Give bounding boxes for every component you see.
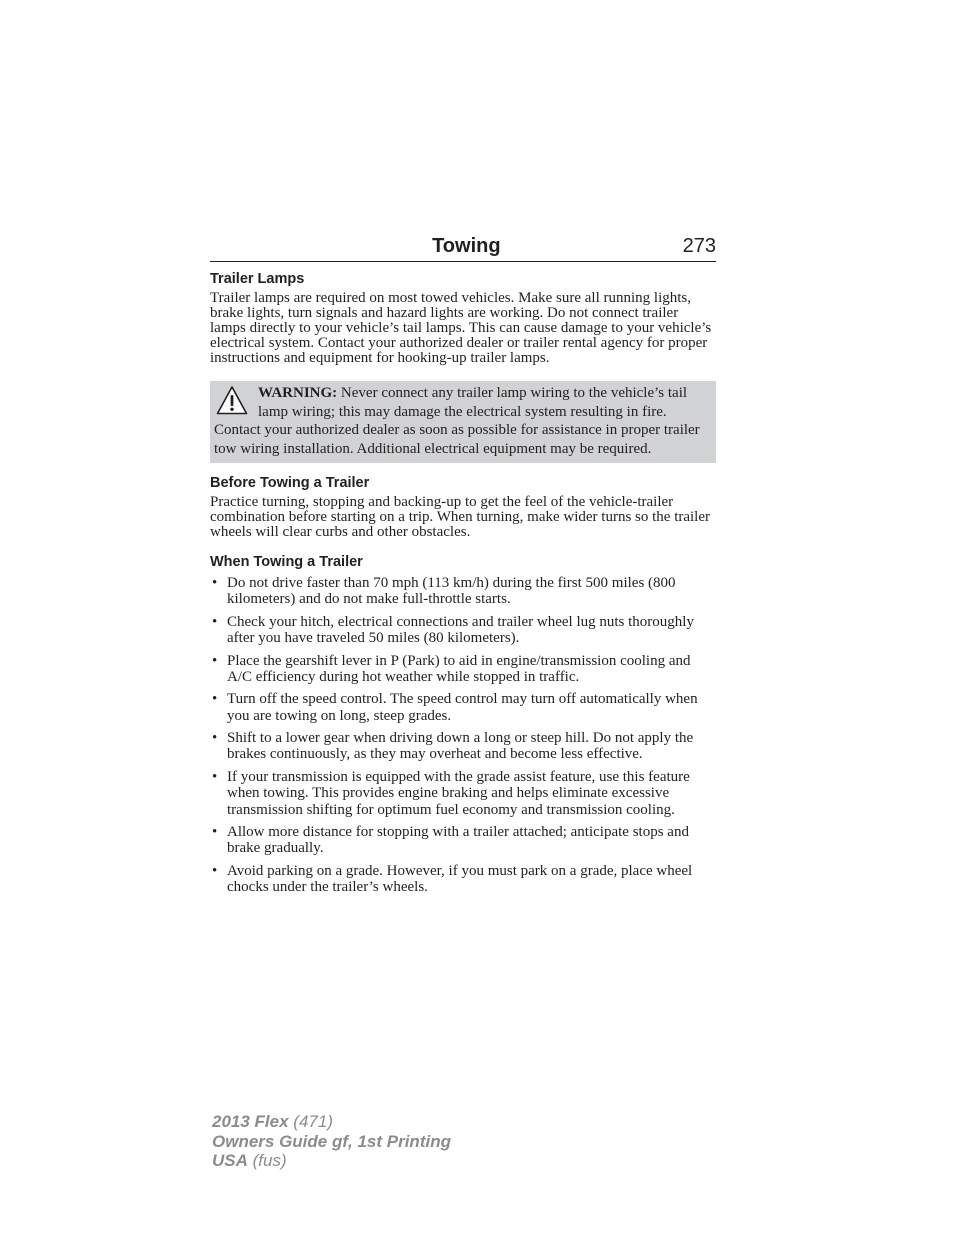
list-item: • Place the gearshift lever in P (Park) to aid in engine/transmission cooling and A/C efficiency during hot weather while stopped in traffic. bbox=[212, 652, 691, 685]
bullet-icon: • bbox=[212, 823, 218, 840]
section-heading-when-towing: When Towing a Trailer bbox=[210, 554, 363, 570]
page-number: 273 bbox=[682, 235, 716, 257]
bullet-icon: • bbox=[212, 862, 218, 879]
bullet-icon: • bbox=[212, 652, 218, 669]
chapter-title: Towing bbox=[432, 235, 501, 257]
warning-box bbox=[210, 381, 716, 463]
list-item: • Allow more distance for stopping with a trailer attached; anticipate stops and brake gradually. bbox=[212, 823, 689, 857]
warning-text bbox=[214, 384, 708, 458]
footer-line-region: USA (fus) bbox=[212, 1151, 287, 1170]
towing-tips-list bbox=[210, 575, 716, 895]
warning-body: Never connect any trailer lamp wiring to the vehicle’s tail lamp wiring; this may damage the electrical system resulting in fire. Contact your authorized dealer as soon as possible for assistance in proper trailer tow wiring installation. Additional electrical equipment may be required. bbox=[214, 385, 700, 457]
footer-line-model: 2013 Flex (471) bbox=[212, 1112, 333, 1131]
bullet-icon: • bbox=[212, 575, 218, 591]
section-heading-trailer-lamps: Trailer Lamps bbox=[210, 271, 305, 287]
paragraph-before-towing: Practice turning, stopping and backing-up to get the feel of the vehicle-trailer combination before starting on a trip. When turning, make wider turns so the trailer wheels will clear curbs and other obstacles. bbox=[210, 494, 711, 540]
list-item: • Avoid parking on a grade. However, if you must park on a grade, place wheel chocks under the trailer’s wheels. bbox=[212, 862, 693, 896]
list-item: • Turn off the speed control. The speed control may turn off automatically when you are towing on long, steep grades. bbox=[212, 691, 698, 724]
section-heading-before-towing: Before Towing a Trailer bbox=[210, 475, 370, 491]
list-item: • Shift to a lower gear when driving down a long or steep hill. Do not apply the brakes continuously, as they may overheat and become less effective. bbox=[212, 730, 694, 763]
bullet-icon: • bbox=[212, 691, 218, 708]
paragraph-trailer-lamps: Trailer lamps are required on most towed vehicles. Make sure all running lights, brake lights, turn signals and hazard lights are working. Do not connect trailer lamps directly to your vehicle’s tail lamps. This can cause damage to your vehicle’s electrical system. Contact your authorized dealer or trailer rental agency for proper instructions and equipment for hooking-up trailer lamps. bbox=[210, 290, 712, 366]
footer-line-guide: Owners Guide gf, 1st Printing bbox=[212, 1131, 451, 1151]
warning-triangle-icon bbox=[216, 385, 248, 417]
list-item: • Do not drive faster than 70 mph (113 km/h) during the first 500 miles (800 kilometers) and do not make full-throttle starts. bbox=[212, 575, 676, 608]
list-item: • Check your hitch, electrical connections and trailer wheel lug nuts thoroughly after you have traveled 50 miles (80 kilometers). bbox=[212, 613, 694, 647]
bullet-icon: • bbox=[212, 730, 218, 747]
bullet-icon: • bbox=[212, 768, 218, 785]
page-header bbox=[210, 228, 716, 262]
page-content bbox=[210, 228, 716, 902]
bullet-icon: • bbox=[212, 613, 218, 630]
page-footer bbox=[212, 1112, 451, 1171]
list-item: • If your transmission is equipped with the grade assist feature, use this feature when towing. This provides engine braking and helps eliminate excessive transmission shifting for optimum fuel economy and transmission cooling. bbox=[212, 768, 690, 818]
warning-label: WARNING: bbox=[258, 385, 338, 401]
